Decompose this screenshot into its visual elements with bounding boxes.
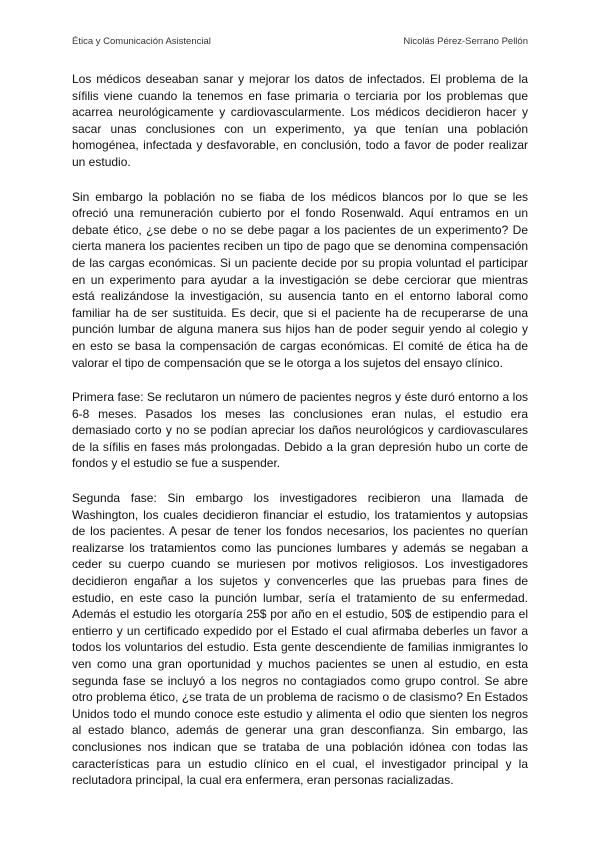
header-author-name: Nicolás Pérez-Serrano Pellón [403,36,528,47]
paragraph-first-phase: Primera fase: Se reclutaron un número de pacientes negros y éste duró entorno a los 6-8 meses. Pasados los meses las conclusiones eran nulas, el estudio era demasiado corto y no se podían apreciar los daños neurológicos y cardiovasculares de la sífilis en fases más prolongadas. Debido a la gran depresión hubo un corte de fondos y el estudio se fue a suspender. [72,390,528,471]
header-course-title: Ética y Comunicación Asistencial [72,36,211,47]
paragraph-second-phase: Segunda fase: Sin embargo los investigadores recibieron una llamada de Washington, los cuales decidieron financiar el estudio, los tratamientos y autopsias de los pacientes. A pesar de tener los fondos necesarios, los pacientes no querían realizarse los tratamientos como las punciones lumbares y además se negaban a ceder su cuerpo cuando se muriesen por motivos religiosos. Los investigadores decidieron engañar a los sujetos y convencerles que las pruebas para fines de estudio, en este caso la punción lumbar, sería el tratamiento de su enfermedad. Además el estudio les otorgaría 25$ por año en el estudio, 50$ de estipendio para el entierro y un certificado expedido por el Estado el cual afirmaba deberles un favor a todos los voluntarios del estudio. Esta gente descendiente de familias inmigrantes lo ven como una gran oportunidad y muchos pacientes se unen al estudio, en esta segunda fase se incluyó a los negros no contagiados como grupo control. Se abre otro problema ético, ¿se trata de un problema de racismo o de clasismo? En Estados Unidos todo el mundo conoce este estudio y alimenta el odio que sienten los negros al estado blanco, además de generar una gran desconfianza. Sin embargo, las conclusiones nos indican que se trataba de una población idónea con todas las características para un estudio clínico en el cual, el investigador principal y la reclutadora principal, la cual era enfermera, eran personas racializadas. [72,491,528,788]
paragraph-ethical-debate: Sin embargo la población no se fiaba de los médicos blancos por lo que se les ofreció una remuneración cubierto por el fondo Rosenwald. Aquí entramos en un debate ético, ¿se debe o no se debe pagar a los pacientes de un experimento? De cierta manera los pacientes reciben un tipo de pago que se denomina compensación de las cargas económicas. Si un paciente decide por su propia voluntad el participar en un experimento para ayudar a la investigación se debe cerciorar que mientras está realizándose la investigación, su ausencia tanto en el entorno laboral como familiar ha de ser sustituida. Es decir, que si el paciente ha de recuperarse de una punción lumbar de alguna manera sus hijos han de poder seguir yendo al colegio y en esto se basa la compensación de cargas económicas. El comité de ética ha de valorar el tipo de compensación que se le otorga a los sujetos del ensayo clínico. [72,189,528,370]
document-body [72,71,528,807]
page-header [72,36,528,47]
paragraph-intro: Los médicos deseaban sanar y mejorar los datos de infectados. El problema de la sífilis viene cuando la tenemos en fase primaria o terciaria por los problemas que acarrea neurológicamente y cardiovascularmente. Los médicos decidieron hacer y sacar unas conclusiones con un experimento, ya que tenían una población homogénea, infectada y desfavorable, en conclusión, todo a favor de poder realizar un estudio. [72,72,528,169]
